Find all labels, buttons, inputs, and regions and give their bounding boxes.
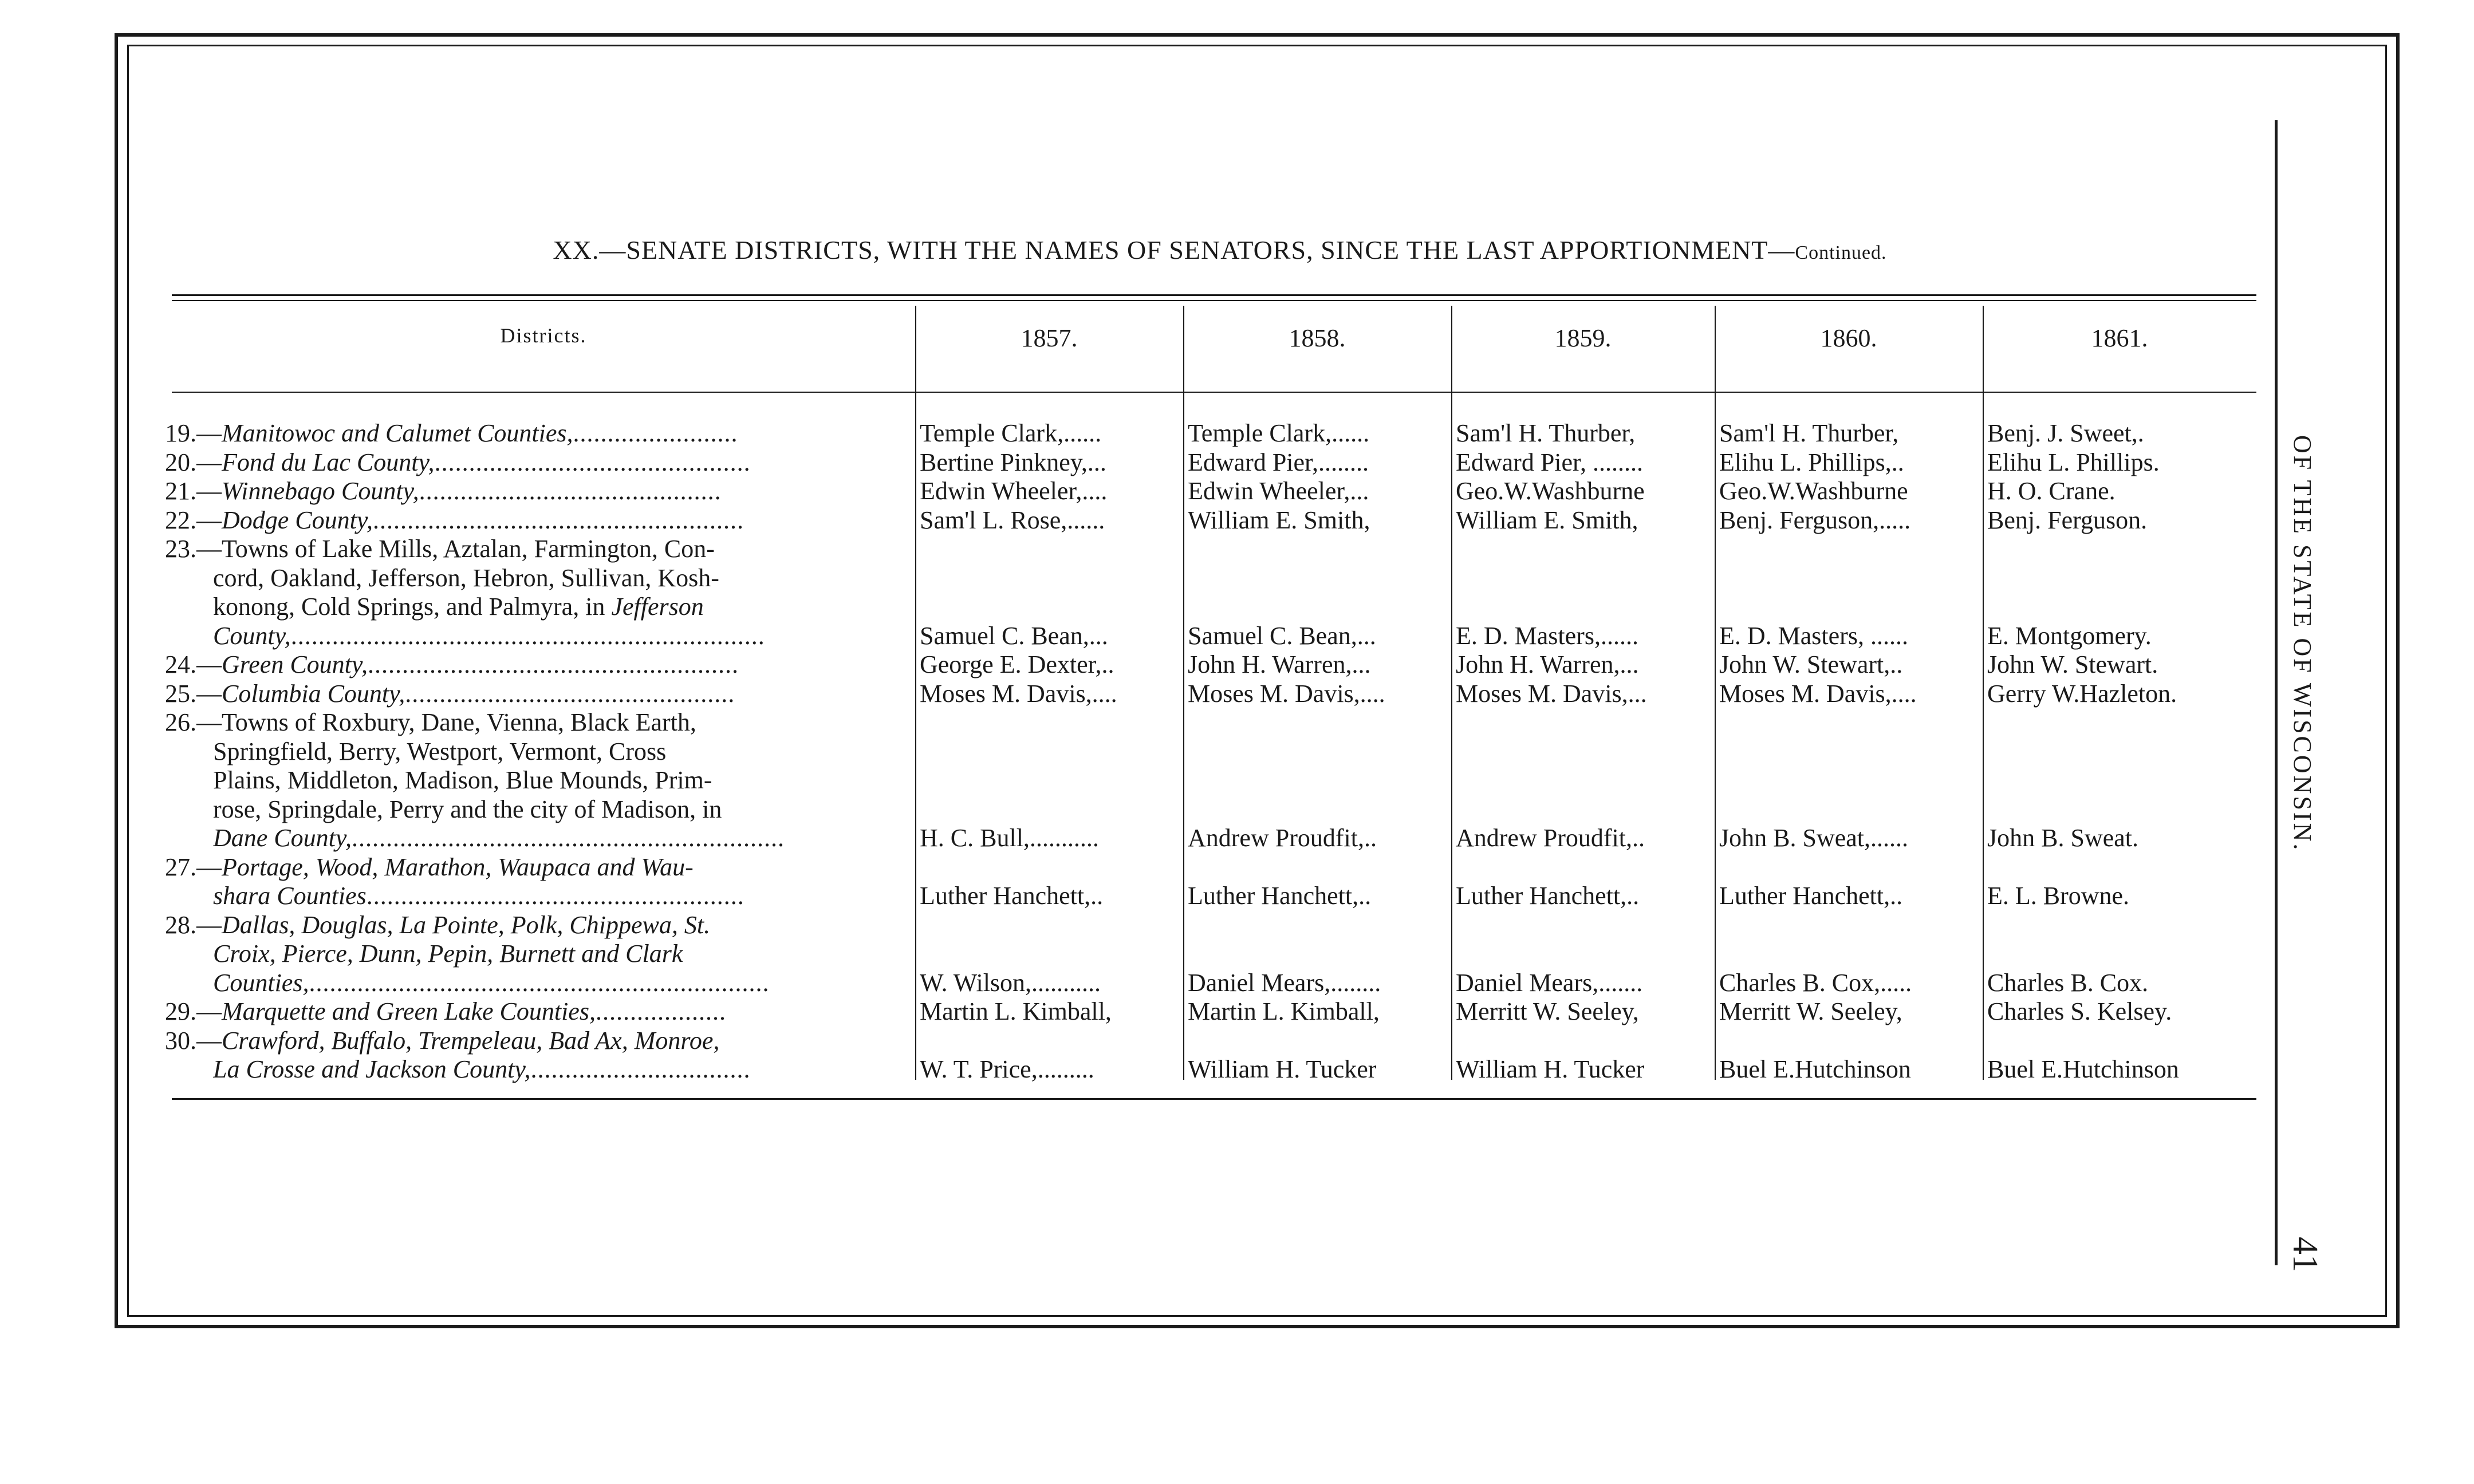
senator-cell: E. L. Browne. — [1987, 882, 2130, 910]
district-text: Dodge County, — [222, 506, 373, 534]
dot-leader: ................................................................... — [309, 968, 770, 997]
header-1857: 1857. — [1021, 324, 1078, 352]
senator-cell: Daniel Mears,........ — [1188, 968, 1381, 997]
senator-cell: H. C. Bull,........... — [920, 824, 1099, 852]
bottom-rule — [172, 1098, 2256, 1100]
district-line — [165, 708, 911, 737]
header-1861: 1861. — [2091, 324, 2148, 352]
senator-cell: Buel E.Hutchinson — [1987, 1055, 2179, 1083]
column-divider — [915, 306, 916, 1080]
heading-suffix: Continued. — [1795, 242, 1887, 263]
district-number: 27.— — [165, 852, 222, 881]
dot-leader: ...................................................... — [372, 506, 744, 534]
senator-cell: Sam'l L. Rose,...... — [920, 506, 1105, 534]
running-title-text: OF THE STATE OF WISCONSIN. — [2288, 435, 2317, 852]
top-rule — [172, 294, 2256, 296]
dot-leader: ........................ — [573, 419, 738, 447]
senator-cell: Benj. J. Sweet,. — [1987, 419, 2144, 447]
senator-cell: Edwin Wheeler,.... — [920, 477, 1108, 505]
district-line — [165, 997, 911, 1026]
district-text: Towns of Lake Mills, Aztalan, Farmington, Con- — [222, 535, 715, 563]
district-text: Columbia County, — [222, 679, 405, 708]
district-line — [165, 650, 911, 679]
header-districts: Districts. — [500, 324, 587, 347]
senator-cell: Moses M. Davis,.... — [920, 679, 1117, 708]
district-line — [165, 911, 911, 940]
district-text: Counties, — [213, 968, 309, 997]
senator-cell: Andrew Proudfit,.. — [1456, 824, 1645, 852]
senator-cell: H. O. Crane. — [1987, 477, 2115, 505]
senator-cell: John B. Sweat,...... — [1719, 824, 1908, 852]
senator-cell: William E. Smith, — [1456, 506, 1638, 534]
senator-cell: Samuel C. Bean,... — [1188, 621, 1376, 650]
senator-cell: Moses M. Davis,... — [1456, 679, 1647, 708]
district-text: Dallas, Douglas, La Pointe, Polk, Chippewa, St. — [222, 910, 711, 939]
senator-cell: W. T. Price,......... — [920, 1055, 1094, 1083]
district-number: 25.— — [165, 679, 222, 708]
senator-cell: William H. Tucker — [1456, 1055, 1645, 1083]
senator-cell: Martin L. Kimball, — [1188, 997, 1380, 1025]
district-number: 19.— — [165, 419, 222, 447]
senator-cell: Merritt W. Seeley, — [1719, 997, 1902, 1025]
senator-cell: John W. Stewart. — [1987, 650, 2158, 678]
district-line — [213, 766, 911, 795]
district-number: 23.— — [165, 535, 222, 563]
district-text: rose, Springdale, Perry and the city of Madison, in — [213, 795, 722, 823]
senator-cell: Temple Clark,...... — [920, 419, 1102, 447]
senator-cell: William H. Tucker — [1188, 1055, 1377, 1083]
district-number: 28.— — [165, 910, 222, 939]
district-line — [165, 853, 911, 882]
district-line — [213, 593, 911, 621]
senator-cell: E. D. Masters, ...... — [1719, 621, 1908, 650]
district-text: Plains, Middleton, Madison, Blue Mounds, Prim- — [213, 766, 712, 794]
top-rule-thin — [172, 300, 2256, 301]
district-line — [213, 622, 911, 650]
senator-cell: Sam'l H. Thurber, — [1456, 419, 1636, 447]
district-text: Springfield, Berry, Westport, Vermont, Cross — [213, 737, 667, 765]
header-1860: 1860. — [1820, 324, 1877, 352]
district-text: La Crosse and Jackson County, — [213, 1055, 531, 1083]
district-text: konong, Cold Springs, and Palmyra, in — [213, 593, 612, 621]
senator-cell: Luther Hanchett,.. — [1456, 882, 1640, 910]
senator-cell: Moses M. Davis,.... — [1188, 679, 1385, 708]
senator-cell: Edward Pier, ........ — [1456, 448, 1643, 476]
senator-cell: Luther Hanchett,.. — [920, 882, 1104, 910]
district-number: 22.— — [165, 506, 222, 534]
dot-leader: ................................ — [530, 1055, 751, 1083]
dot-leader: .............................................. — [434, 448, 751, 476]
senator-cell: William E. Smith, — [1188, 506, 1370, 534]
senator-cell: Benj. Ferguson. — [1987, 506, 2148, 534]
senator-cell: Geo.W.Washburne — [1456, 477, 1645, 505]
senator-cell: Luther Hanchett,.. — [1719, 882, 1903, 910]
district-line — [213, 882, 911, 910]
district-line — [213, 737, 911, 766]
district-number: 21.— — [165, 477, 222, 505]
senator-cell: Sam'l H. Thurber, — [1719, 419, 1899, 447]
senator-cell: Samuel C. Bean,... — [920, 621, 1108, 650]
district-number: 26.— — [165, 708, 222, 736]
senator-cell: Charles S. Kelsey. — [1987, 997, 2172, 1025]
district-text: Winnebago County, — [222, 477, 419, 505]
district-line — [165, 1027, 911, 1055]
header-bottom-rule — [172, 392, 2256, 393]
district-line — [213, 795, 911, 824]
senator-cell: Buel E.Hutchinson — [1719, 1055, 1911, 1083]
senator-cell: Martin L. Kimball, — [920, 997, 1112, 1025]
senator-cell: John H. Warren,... — [1456, 650, 1639, 678]
district-line — [165, 535, 911, 563]
district-line — [165, 506, 911, 535]
senator-cell: Daniel Mears,....... — [1456, 968, 1643, 997]
senator-cell: Edwin Wheeler,... — [1188, 477, 1369, 505]
district-line — [213, 824, 911, 852]
district-line — [213, 969, 911, 997]
senator-cell: Charles B. Cox. — [1987, 968, 2149, 997]
district-line — [213, 940, 911, 968]
senator-cell: Edward Pier,........ — [1188, 448, 1369, 476]
dot-leader: ...................................................... — [368, 650, 739, 678]
senator-cell: Andrew Proudfit,.. — [1188, 824, 1377, 852]
district-text: Portage, Wood, Marathon, Waupaca and Wau- — [222, 852, 694, 881]
dot-leader: ....................................................... — [366, 882, 744, 910]
senator-cell: Elihu L. Phillips. — [1987, 448, 2160, 476]
district-text: Manitowoc and Calumet Counties, — [222, 419, 573, 447]
district-line — [165, 680, 911, 708]
senator-cell: Benj. Ferguson,..... — [1719, 506, 1911, 534]
district-number: 30.— — [165, 1026, 222, 1055]
district-text-italic: Jefferson — [611, 593, 704, 621]
right-margin-rule — [2275, 120, 2278, 1265]
district-number: 24.— — [165, 650, 222, 678]
column-divider — [1183, 306, 1184, 1080]
senator-cell: Merritt W. Seeley, — [1456, 997, 1639, 1025]
district-text: Green County, — [222, 650, 368, 678]
dot-leader: ................................................ — [405, 679, 735, 708]
senator-cell: John W. Stewart,.. — [1719, 650, 1903, 678]
district-text: Dane County, — [213, 824, 352, 852]
district-text: shara Counties — [213, 882, 367, 910]
district-line — [165, 477, 911, 506]
district-text: Towns of Roxbury, Dane, Vienna, Black Earth, — [222, 708, 696, 736]
senator-cell: Bertine Pinkney,... — [920, 448, 1106, 476]
dot-leader: ..................................................................... — [290, 621, 765, 650]
senator-cell: John H. Warren,... — [1188, 650, 1371, 678]
district-line — [165, 448, 911, 477]
senator-cell: Gerry W.Hazleton. — [1987, 679, 2177, 708]
district-text: Crawford, Buffalo, Trempeleau, Bad Ax, Monroe, — [222, 1026, 720, 1055]
district-text: Croix, Pierce, Dunn, Pepin, Burnett and Clark — [213, 940, 683, 968]
senator-cell: Charles B. Cox,..... — [1719, 968, 1912, 997]
senator-cell: W. Wilson,........... — [920, 968, 1101, 997]
district-number: 20.— — [165, 448, 222, 476]
district-text: Fond du Lac County, — [222, 448, 435, 476]
district-line — [165, 419, 911, 448]
senator-cell: E. Montgomery. — [1987, 621, 2152, 650]
senator-cell: Elihu L. Phillips,.. — [1719, 448, 1904, 476]
dot-leader: ............................................................... — [351, 824, 785, 852]
senator-cell: Luther Hanchett,.. — [1188, 882, 1372, 910]
district-text: cord, Oakland, Jefferson, Hebron, Sullivan, Kosh- — [213, 563, 719, 592]
header-1859: 1859. — [1554, 324, 1612, 352]
district-line — [213, 564, 911, 593]
senator-cell: Moses M. Davis,.... — [1719, 679, 1917, 708]
senator-cell: George E. Dexter,.. — [920, 650, 1114, 678]
column-divider — [1715, 306, 1716, 1080]
senator-cell: Geo.W.Washburne — [1719, 477, 1908, 505]
heading-main: XX.—SENATE DISTRICTS, WITH THE NAMES OF SENATORS, SINCE THE LAST APPORTIONMENT— — [553, 235, 1795, 265]
table-heading — [172, 235, 2268, 265]
column-divider — [1983, 306, 1984, 1080]
district-number: 29.— — [165, 997, 222, 1025]
dot-leader: ............................................ — [419, 477, 722, 505]
column-divider — [1451, 306, 1452, 1080]
district-text: County, — [213, 621, 291, 650]
senator-cell: John B. Sweat. — [1987, 824, 2138, 852]
dot-leader: ................... — [595, 997, 726, 1025]
header-1858: 1858. — [1289, 324, 1346, 352]
district-line — [213, 1055, 911, 1084]
senator-cell: E. D. Masters,...... — [1456, 621, 1638, 650]
district-text: Marquette and Green Lake Counties, — [222, 997, 596, 1025]
senator-cell: Temple Clark,...... — [1188, 419, 1370, 447]
page-number: 41 — [2286, 1237, 2325, 1272]
